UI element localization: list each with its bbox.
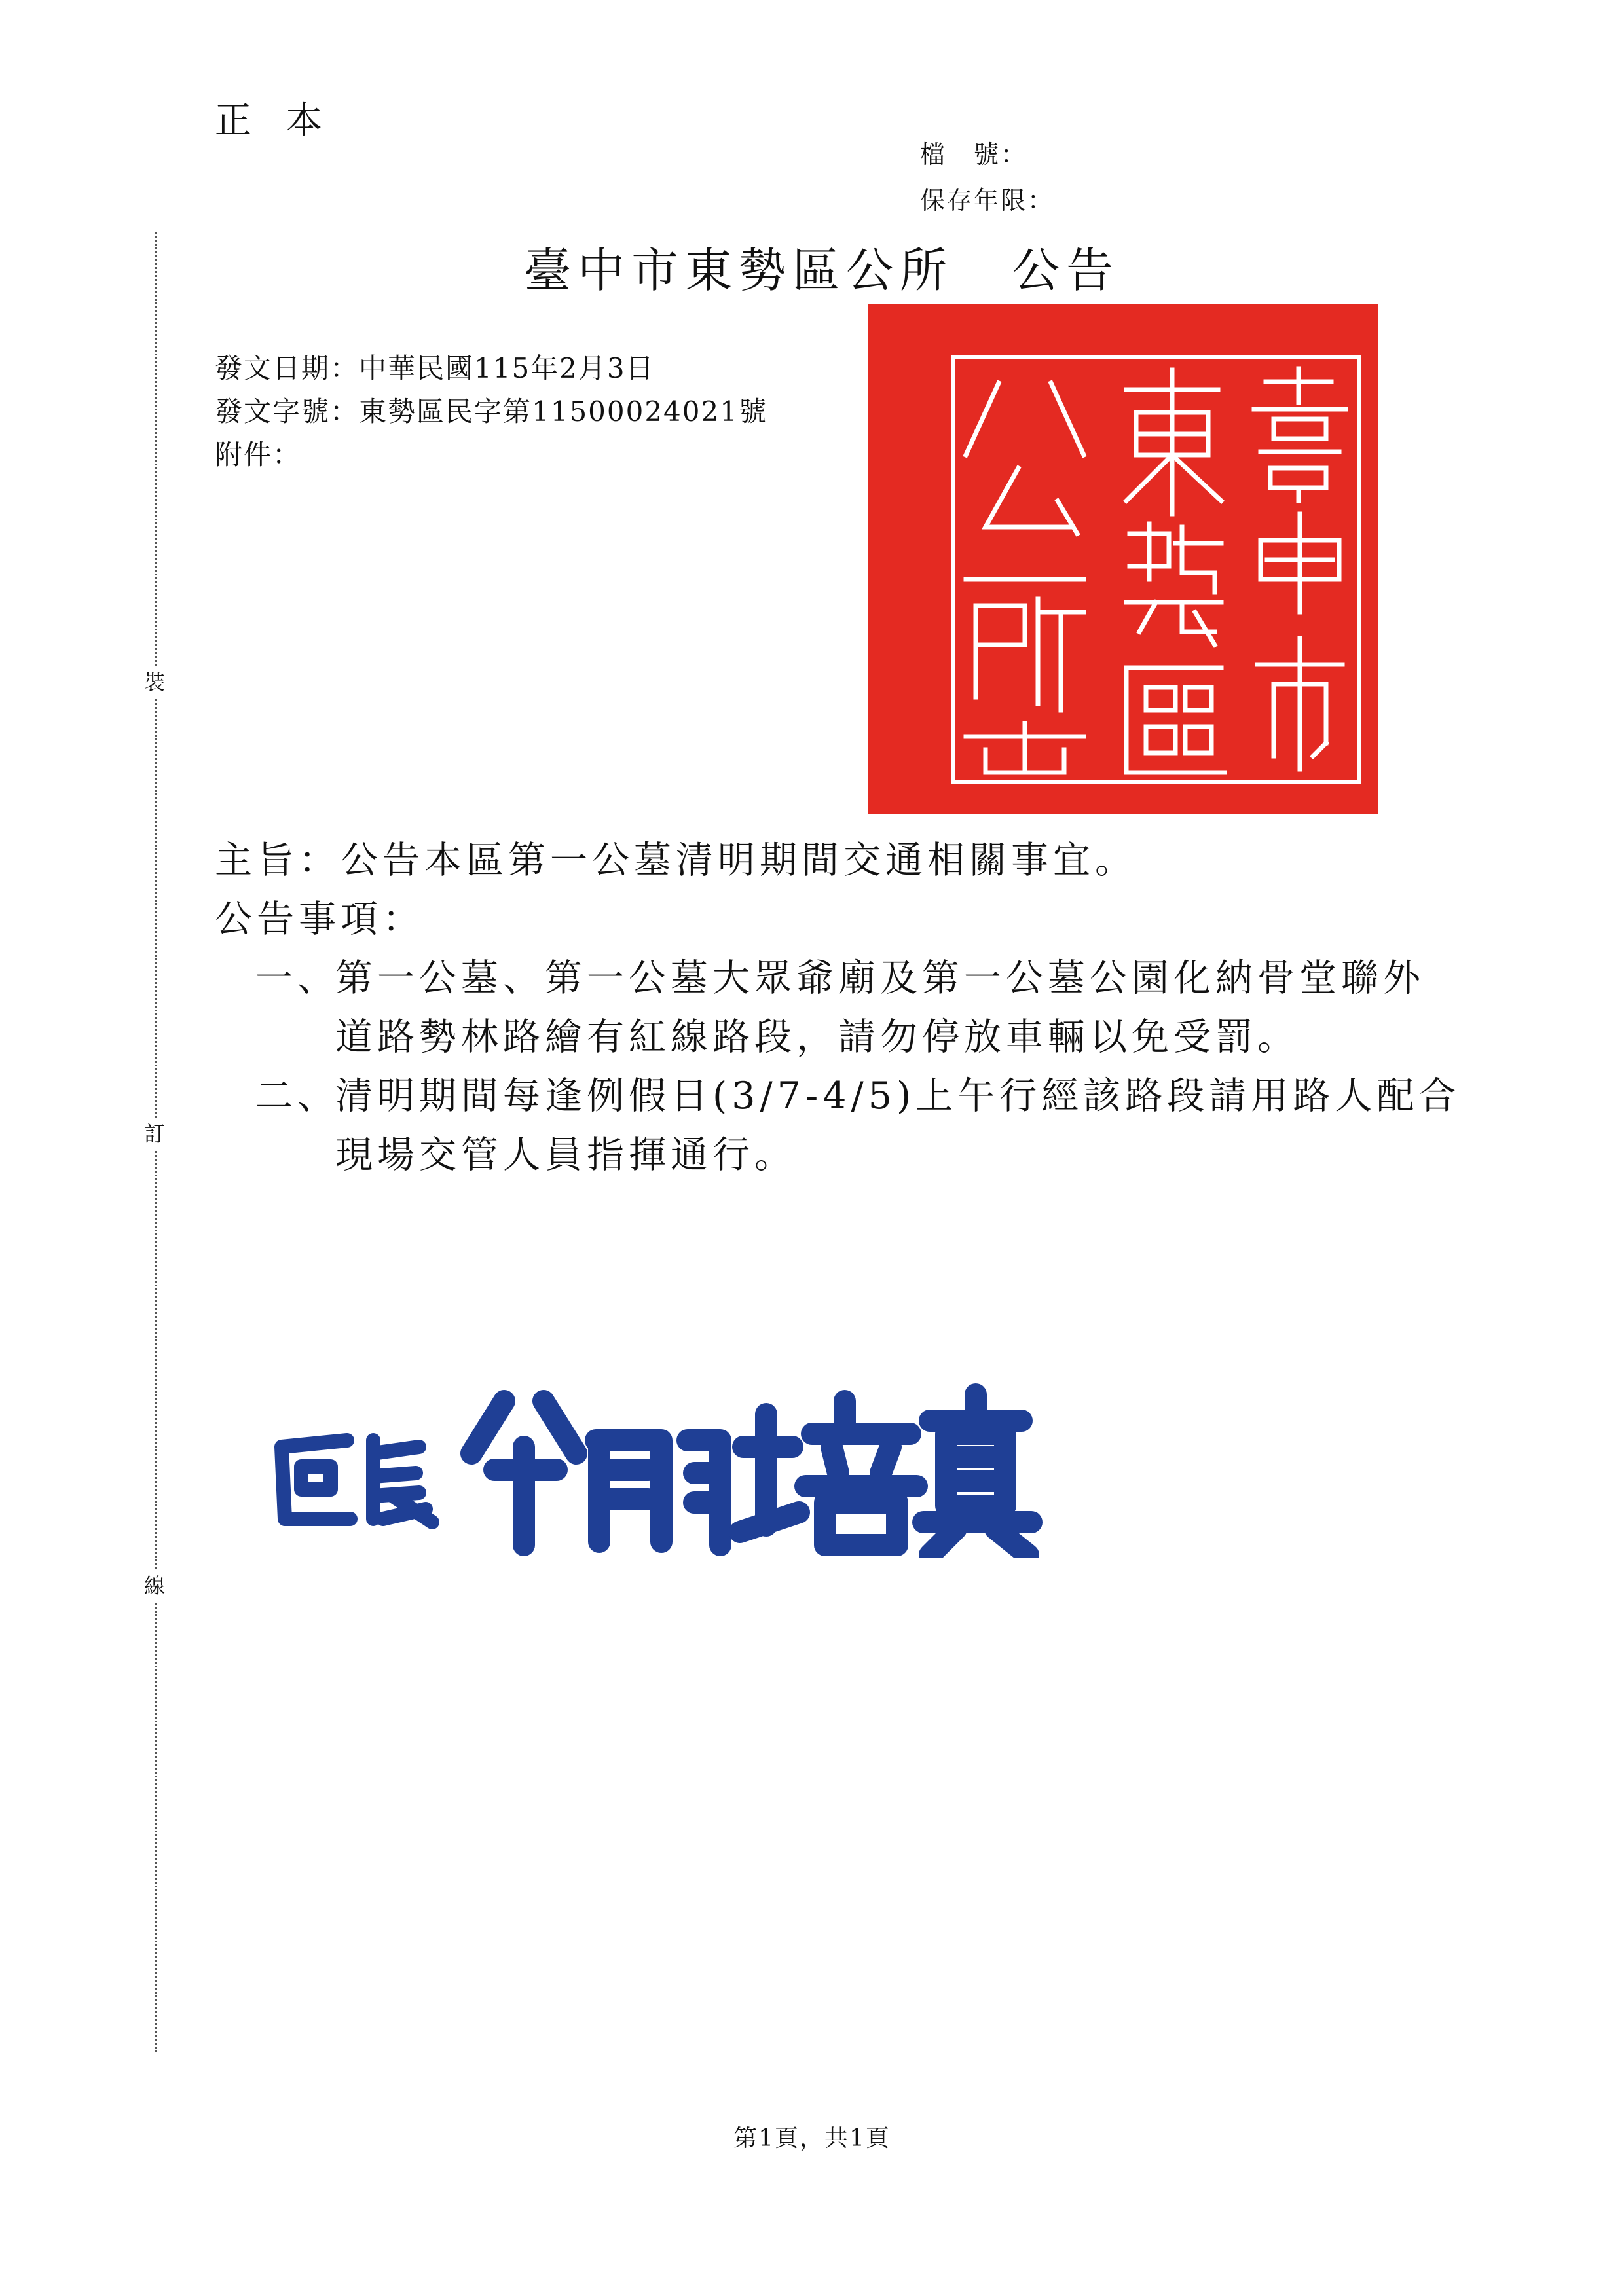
retention-period-label: 保存年限： [920, 186, 1055, 215]
item-2-marker: 二、 [255, 1074, 339, 1118]
item-2-line-2: 現場交管人員指揮通行。 [335, 1133, 796, 1176]
subject-line: 主旨：公告本區第一公墓清明期間交通相關事宜。 [215, 839, 1137, 882]
document-title [524, 232, 1120, 301]
seal-graphic [868, 304, 1378, 814]
item-1-marker: 一、 [255, 957, 339, 1000]
items-heading: 公告事項： [215, 898, 424, 941]
item-2-line-1: 清明期間每逢例假日(3/7-4/5)上午行經該路段請用路人配合 [335, 1074, 1461, 1118]
binding-mark-bottom: 線 [139, 1570, 170, 1601]
page-indicator: 第1頁，共1頁 [733, 2125, 891, 2152]
binding-mark-middle: 訂 [139, 1118, 170, 1150]
item-1-line-2: 道路勢林路繪有紅線路段，請勿停放車輛以免受罰。 [335, 1015, 1299, 1059]
attachment-label: 附件： [215, 439, 302, 471]
document-type: 公告 [1012, 243, 1120, 298]
file-number-label: 檔 號： [920, 140, 1028, 169]
copy-mark: 正本 [215, 100, 356, 142]
reference-number: 發文字號：東勢區民字第11500024021號 [215, 395, 767, 428]
district-chief-signature [268, 1362, 1054, 1558]
item-1-line-1: 第一公墓、第一公墓大眾爺廟及第一公墓公園化納骨堂聯外 [335, 957, 1425, 1000]
agency-name: 臺中市東勢區公所 [524, 243, 954, 298]
binding-mark-top: 裝 [139, 666, 170, 698]
issue-date: 發文日期：中華民國115年2月3日 [215, 352, 655, 384]
official-seal [868, 304, 1378, 814]
signature-graphic [268, 1362, 1054, 1558]
